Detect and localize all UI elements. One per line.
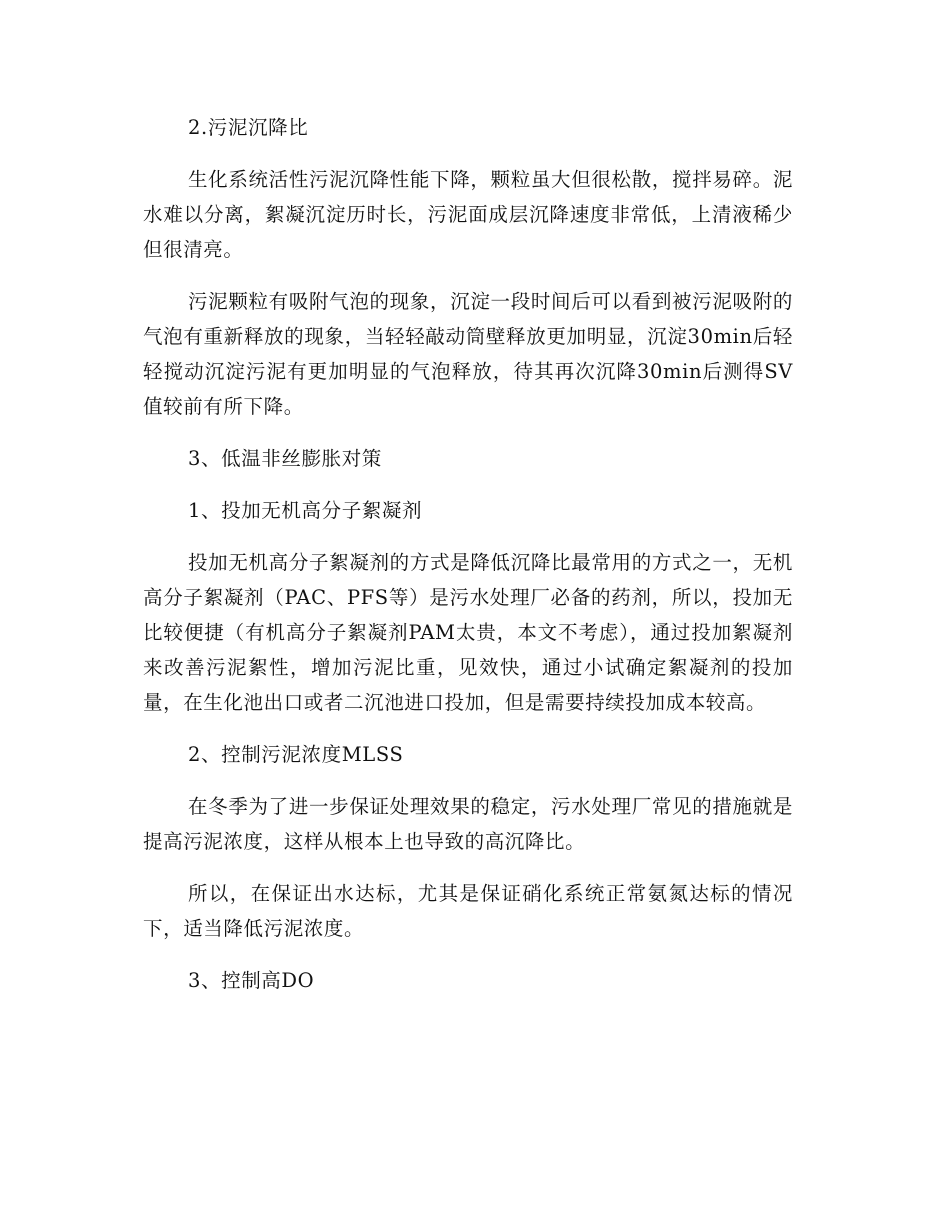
subheading-inorganic-flocculant: 1、投加无机高分子絮凝剂 — [188, 499, 423, 522]
paragraph-reduce-sludge-concentration: 所以，在保证出水达标，尤其是保证硝化系统正常氨氮达标的情况下，适当降低污泥浓度。 — [143, 882, 793, 940]
section-heading-low-temp-countermeasures: 3、低温非丝膨胀对策 — [188, 447, 382, 470]
section-heading-sludge-settling-ratio: 2.污泥沉降比 — [188, 116, 309, 139]
paragraph-settling-performance: 生化系统活性污泥沉降性能下降，颗粒虽大但很松散，搅拌易碎。泥水难以分离，絮凝沉淀历时长，污泥面成层沉降速度非常低，上清液稀少但很清亮。 — [143, 168, 793, 261]
paragraph-flocculant-dosing: 投加无机高分子絮凝剂的方式是降低沉降比最常用的方式之一，无机高分子絮凝剂（PAC、PFS等）是污水处理厂必备的药剂，所以，投加无比较便捷（有机高分子絮凝剂PAM太贵，本文不考虑），通过投加絮凝剂来改善污泥絮性，增加污泥比重，见效快，通过小试确定絮凝剂的投加量，在生化池出口或者二沉池进口投加，但是需要持续投加成本较高。 — [143, 551, 793, 714]
subheading-control-mlss: 2、控制污泥浓度MLSS — [188, 743, 404, 766]
document-body — [143, 110, 793, 998]
paragraph-bubble-adsorption: 污泥颗粒有吸附气泡的现象，沉淀一段时间后可以看到被污泥吸附的气泡有重新释放的现象，当轻轻敲动筒壁释放更加明显，沉淀30min后轻轻搅动沉淀污泥有更加明显的气泡释放，待其再次沉降30min后测得SV值较前有所下降。 — [143, 290, 793, 418]
subheading-control-high-do: 3、控制高DO — [188, 969, 315, 992]
paragraph-winter-sludge-concentration: 在冬季为了进一步保证处理效果的稳定，污水处理厂常见的措施就是提高污泥浓度，这样从根本上也导致的高沉降比。 — [143, 795, 793, 853]
